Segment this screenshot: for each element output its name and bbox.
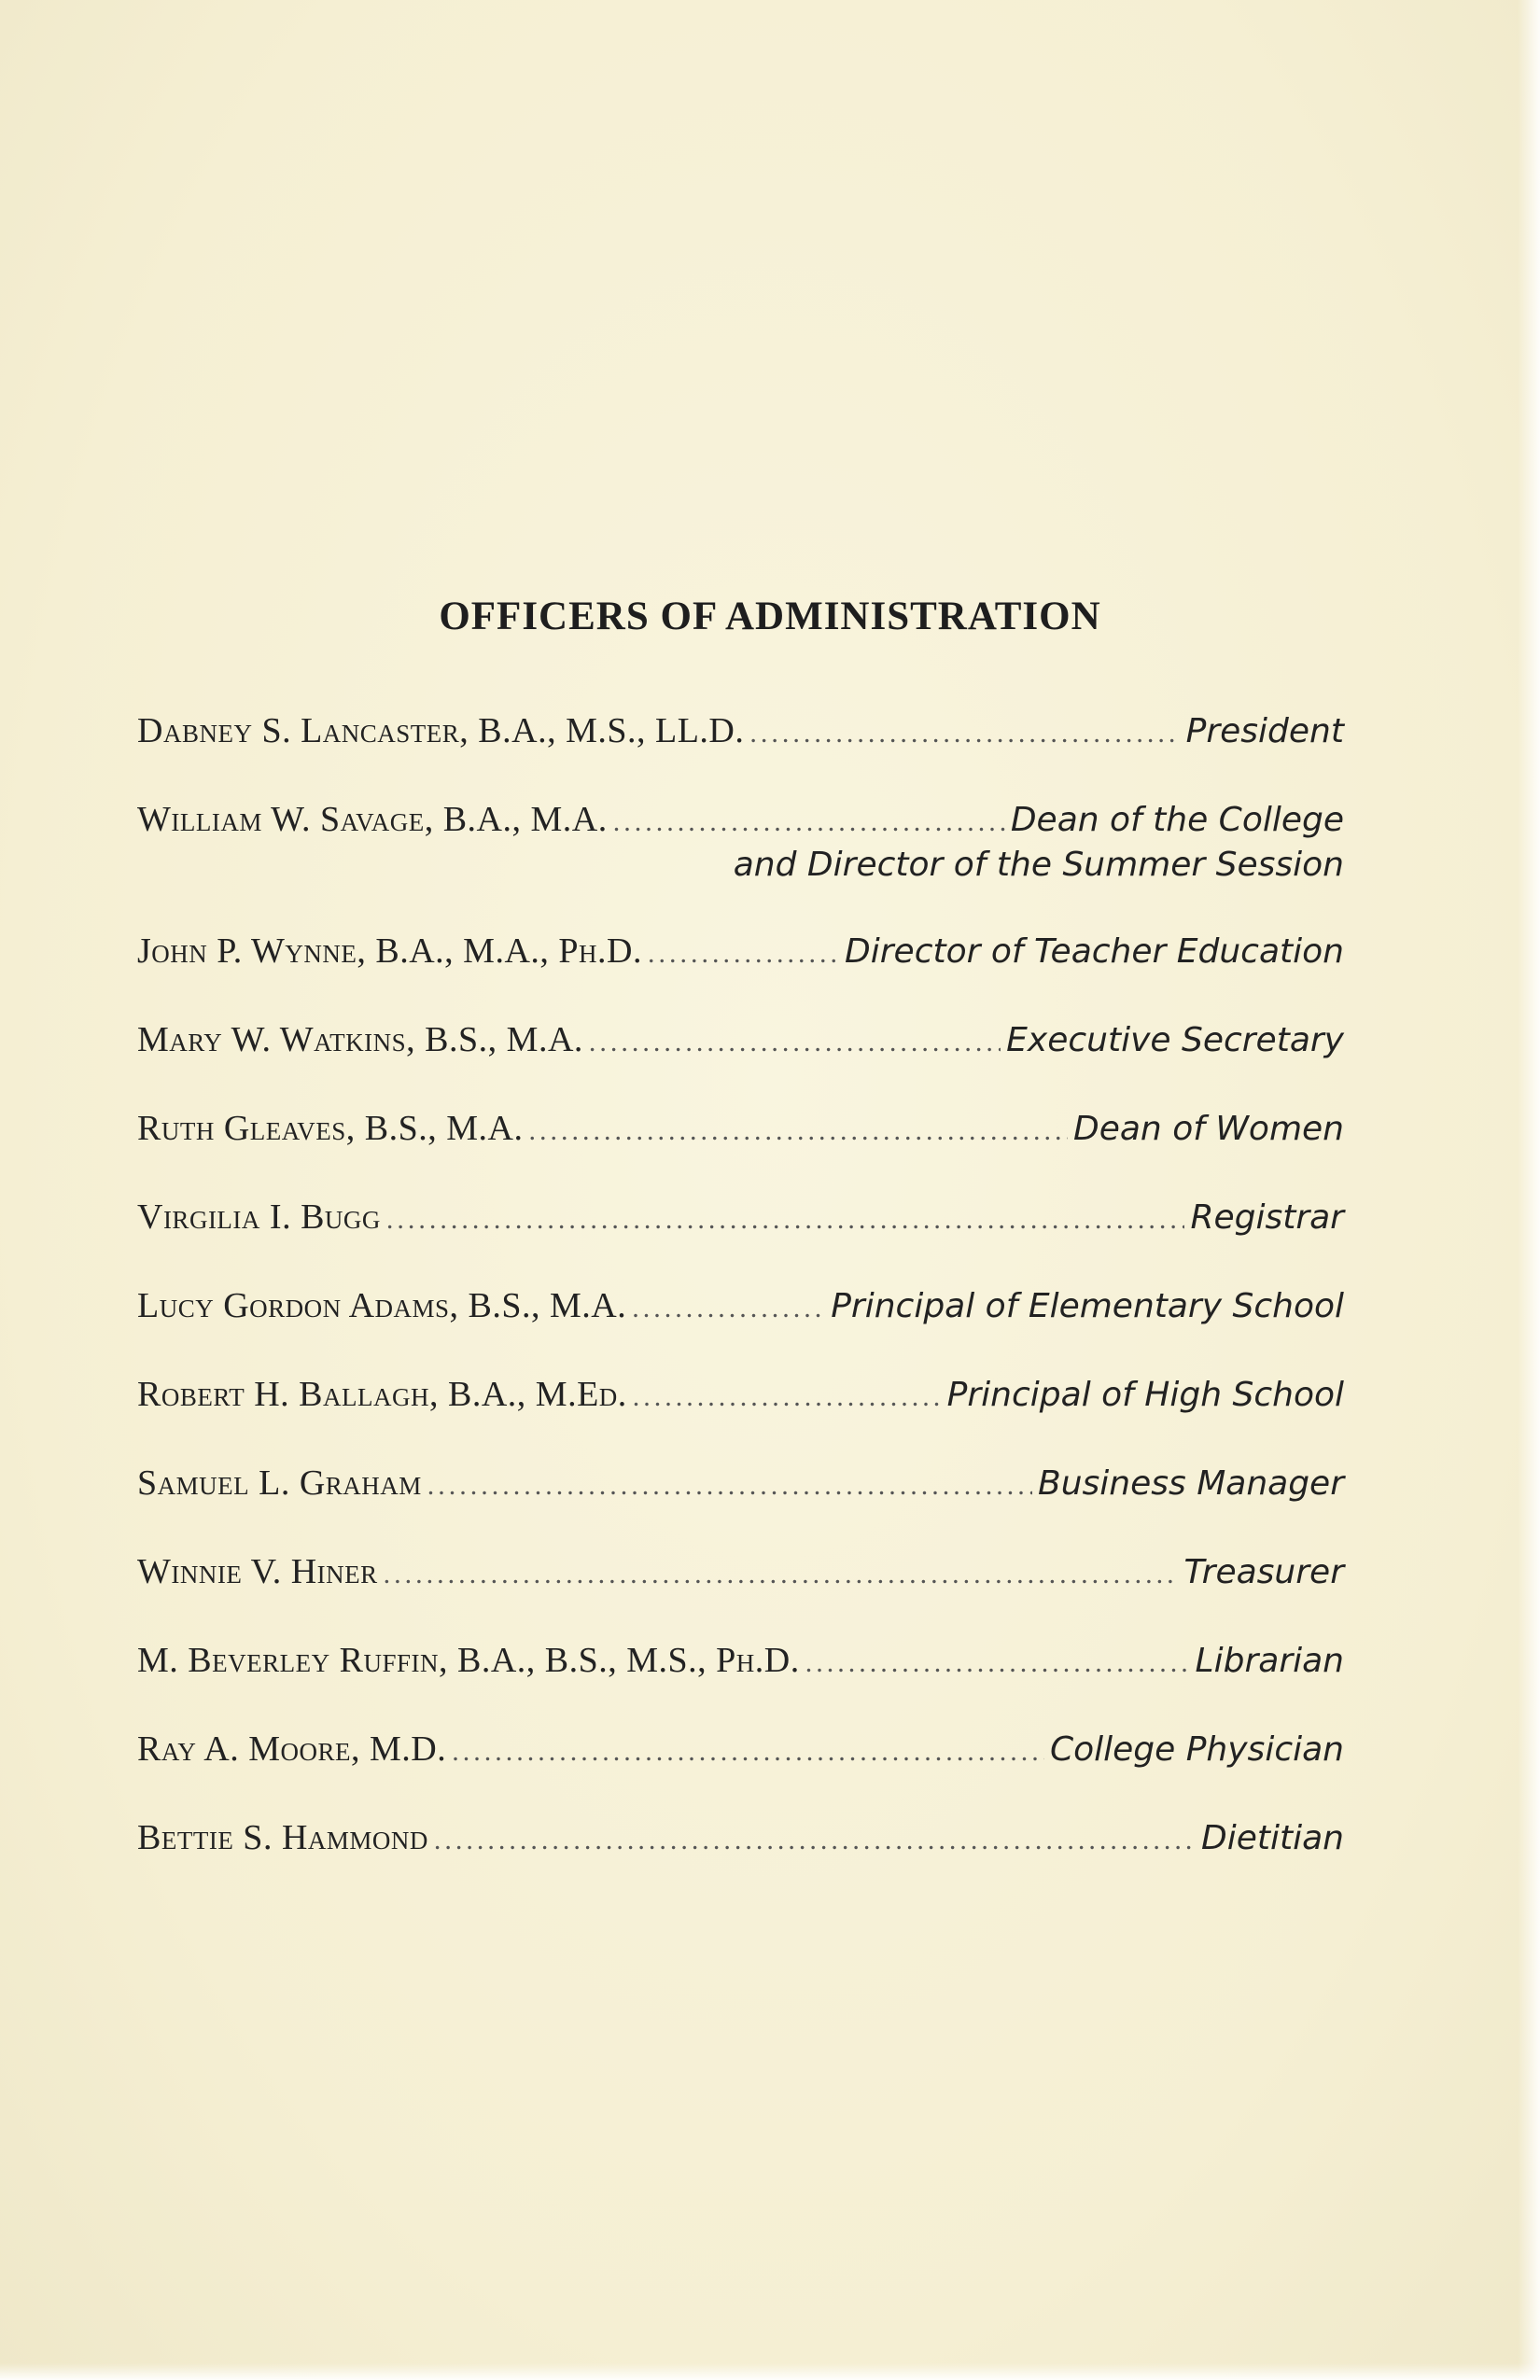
officer-name: Ruth Gleaves, B.S., M.A. <box>137 1109 524 1148</box>
officers-list <box>137 709 1344 1905</box>
officer-role-continued: and Director of the Summer Session <box>733 846 1344 884</box>
officer-role: Principal of High School <box>946 1376 1344 1414</box>
officer-name: Ray A. Moore, M.D. <box>137 1729 447 1769</box>
dot-leader <box>386 1198 1185 1241</box>
officer-role: Director of Teacher Education <box>845 932 1344 971</box>
officer-row <box>137 709 1344 755</box>
dot-leader <box>384 1553 1179 1596</box>
officer-role: Principal of Elementary School <box>831 1287 1344 1325</box>
dot-leader <box>434 1819 1196 1862</box>
officer-row <box>137 1018 1344 1064</box>
officer-row <box>137 1816 1344 1862</box>
officer-role: Dean of the College <box>1010 801 1344 839</box>
officer-role: Dietitian <box>1201 1819 1344 1857</box>
officer-row <box>137 1462 1344 1507</box>
officer-name: Robert H. Ballagh, B.A., M.Ed. <box>137 1375 627 1414</box>
dot-leader <box>529 1110 1069 1153</box>
dot-leader <box>632 1287 825 1330</box>
dot-leader <box>613 801 1005 844</box>
officer-role: Registrar <box>1190 1198 1344 1237</box>
officer-name: Mary W. Watkins, B.S., M.A. <box>137 1020 583 1059</box>
officer-row <box>137 1639 1344 1685</box>
officer-role: Treasurer <box>1183 1553 1344 1591</box>
officer-row <box>137 1550 1344 1596</box>
dot-leader <box>633 1376 942 1419</box>
officer-role: Business Manager <box>1038 1464 1344 1503</box>
officer-row <box>137 1373 1344 1419</box>
officer-name: Bettie S. Hammond <box>137 1818 428 1857</box>
officer-name: John P. Wynne, B.A., M.A., Ph.D. <box>137 931 642 971</box>
officer-row <box>137 1107 1344 1153</box>
page-heading: OFFICERS OF ADMINISTRATION <box>439 595 1101 638</box>
page-edge-bottom <box>0 2363 1540 2380</box>
officer-role: President <box>1185 712 1344 750</box>
dot-leader <box>427 1464 1032 1507</box>
officer-role: Librarian <box>1195 1642 1344 1680</box>
officer-name: Samuel L. Graham <box>137 1463 422 1503</box>
dot-leader <box>452 1730 1044 1773</box>
officer-role: Dean of Women <box>1073 1110 1344 1148</box>
officer-row <box>137 1728 1344 1773</box>
dot-leader <box>805 1642 1190 1685</box>
officer-row <box>137 1196 1344 1241</box>
officer-name: M. Beverley Ruffin, B.A., B.S., M.S., Ph.D. <box>137 1641 800 1680</box>
officer-role: Executive Secretary <box>1006 1021 1344 1059</box>
dot-leader <box>648 932 839 975</box>
officer-row <box>137 798 1344 844</box>
officer-name: Virgilia I. Bugg <box>137 1197 381 1237</box>
dot-leader <box>589 1021 1001 1064</box>
officer-name: Lucy Gordon Adams, B.S., M.A. <box>137 1286 627 1325</box>
officer-name: William W. Savage, B.A., M.A. <box>137 800 608 839</box>
officer-row <box>137 1284 1344 1330</box>
officer-role: College Physician <box>1049 1730 1344 1769</box>
officer-name: Dabney S. Lancaster, B.A., M.S., LL.D. <box>137 711 745 750</box>
officer-name: Winnie V. Hiner <box>137 1552 378 1591</box>
page-edge-right <box>1518 0 1540 2380</box>
officer-row <box>137 930 1344 975</box>
dot-leader <box>749 712 1180 755</box>
